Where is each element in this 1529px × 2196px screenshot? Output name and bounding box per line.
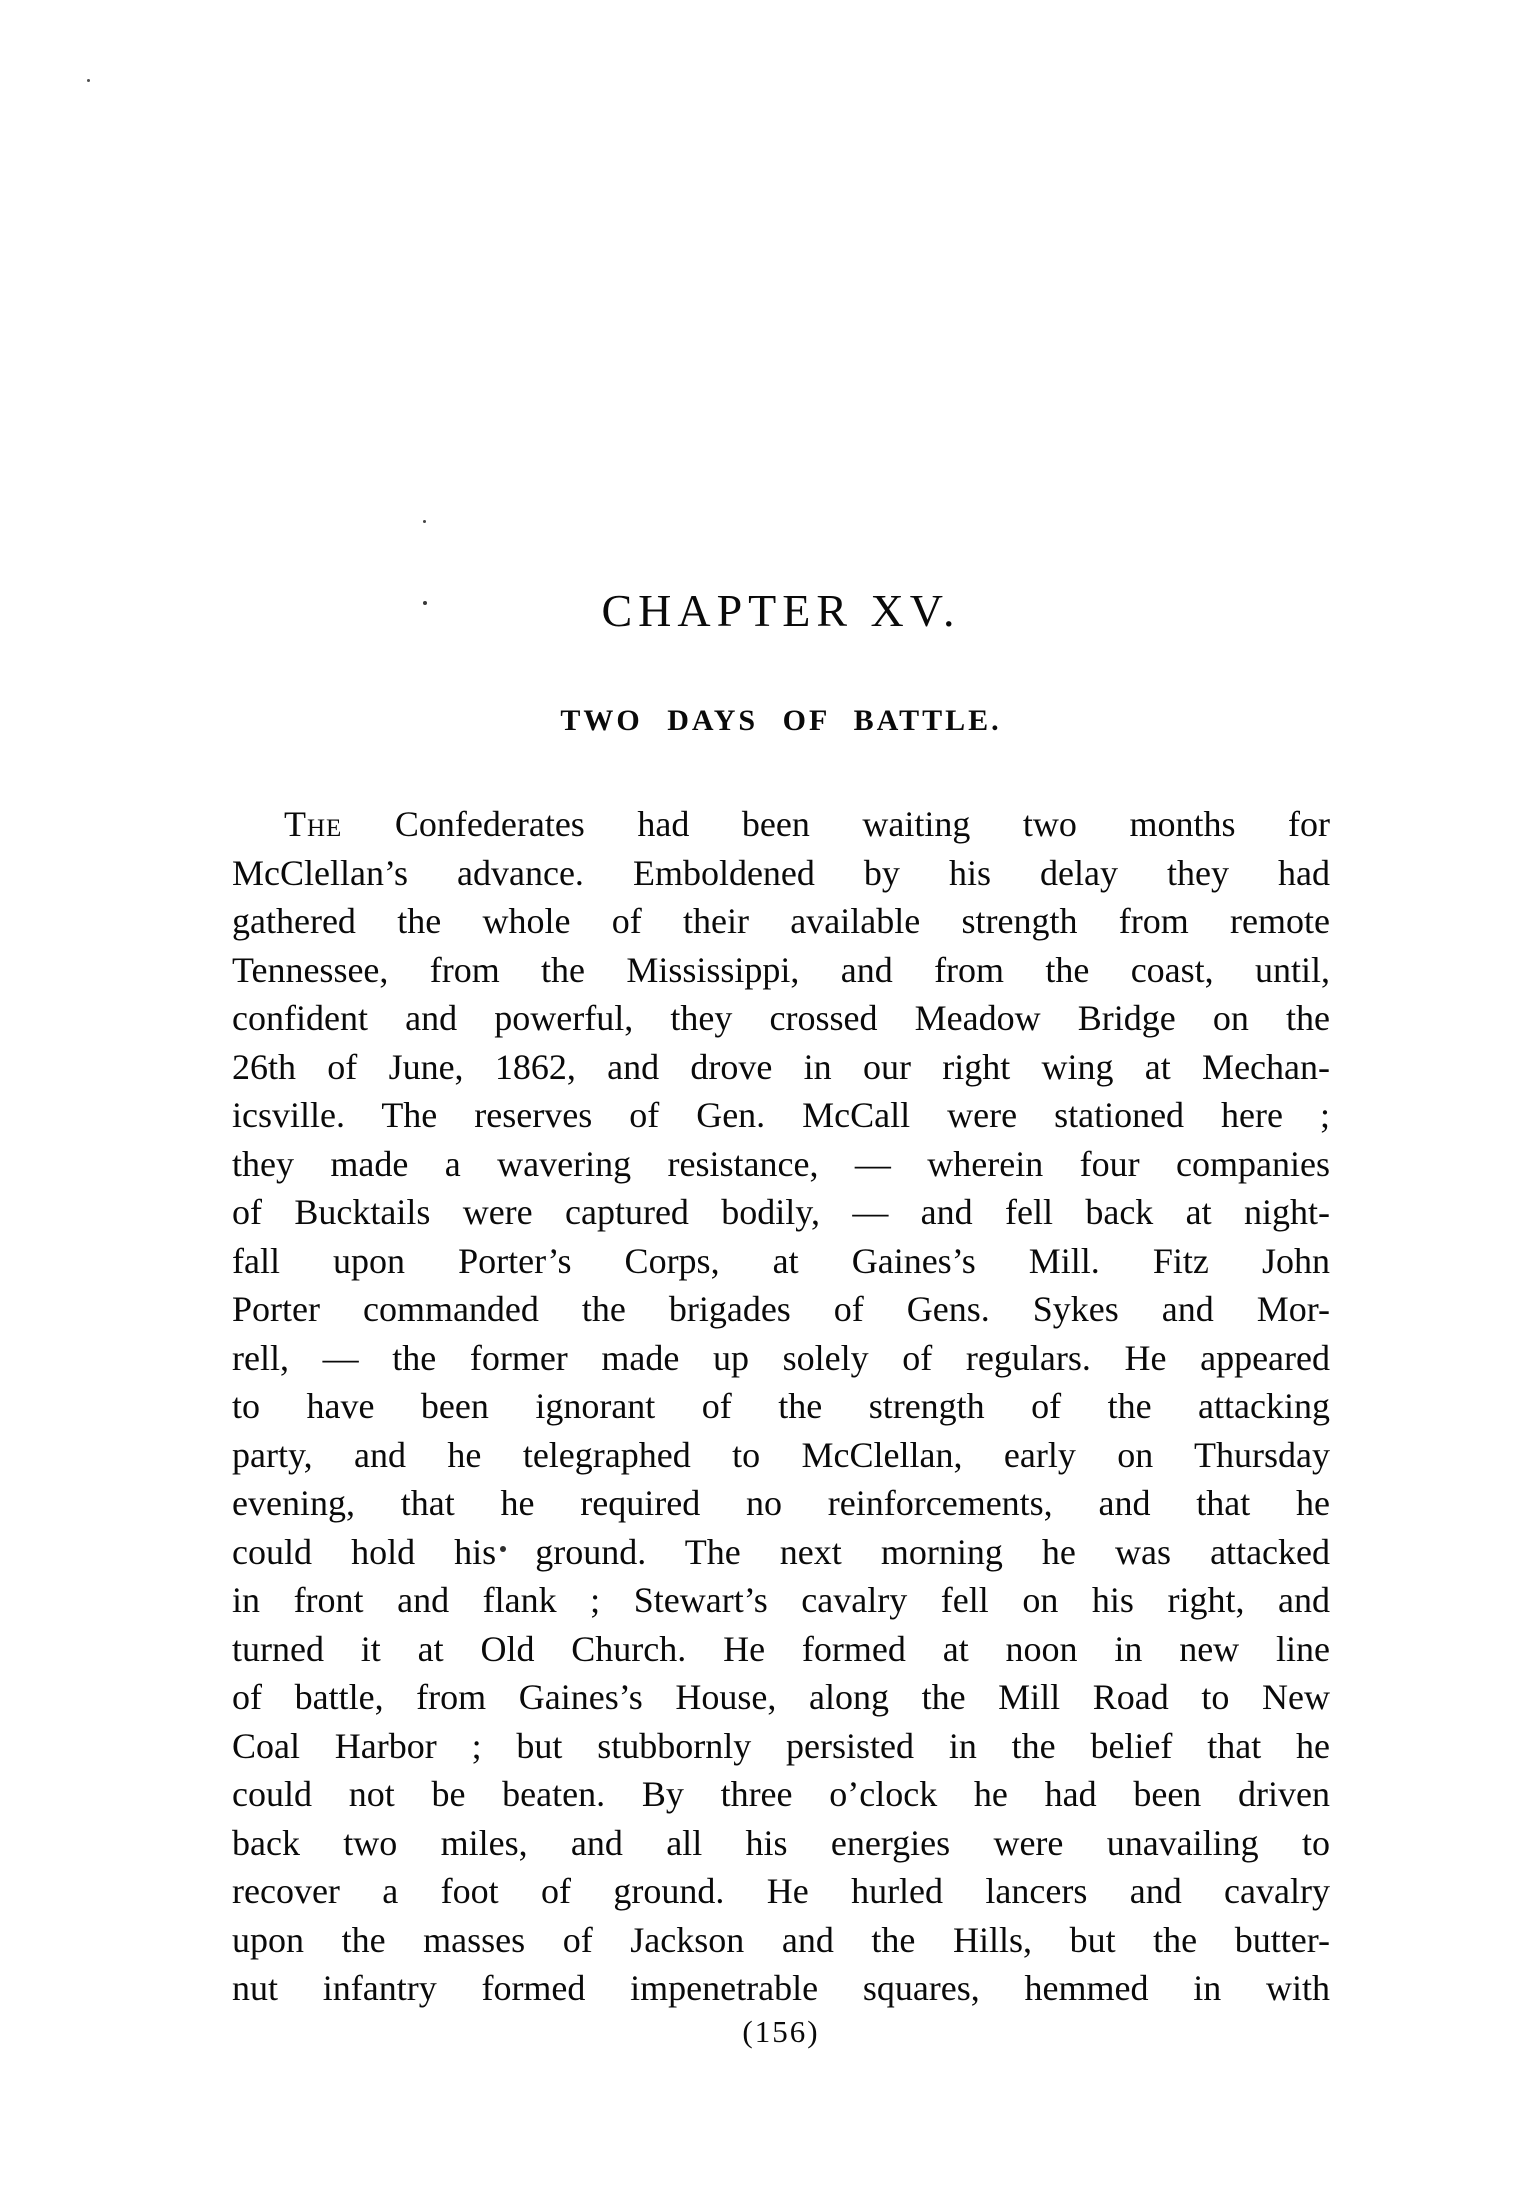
text-line: to have been ignorant of the strength of the attacking xyxy=(232,1386,1330,1426)
text-line: McClellan’s advance. Emboldened by his delay they had xyxy=(232,852,1330,893)
page-number: (156) xyxy=(742,2014,820,2049)
text-line: party, and he telegraphed to McClellan, early on Thursday xyxy=(232,1434,1330,1475)
text-line: gathered the whole of their available strength from remote xyxy=(232,901,1330,941)
text-line: nut infantry formed impenetrable squares, hemmed in with xyxy=(232,1968,1330,2008)
text-line: Tennessee, from the Mississippi, and from the coast, until, xyxy=(232,949,1330,990)
text-line: icsville. The reserves of Gen. McCall were stationed here ; xyxy=(232,1095,1330,1135)
text-line: in front and flank ; Stewart’s cavalry fell on his right, and xyxy=(232,1580,1330,1620)
text-line: evening, that he required no reinforcements, and that he xyxy=(232,1483,1330,1523)
text-line-rest: Confederates had been waiting two months for xyxy=(394,804,1331,844)
text-line: fall upon Porter’s Corps, at Gaines’s Mill. Fitz John xyxy=(232,1240,1330,1281)
scan-speck xyxy=(87,79,90,82)
text-line: upon the masses of Jackson and the Hills, but the butter- xyxy=(232,1919,1330,1960)
text-line: Coal Harbor ; but stubbornly persisted in the belief that he xyxy=(232,1725,1330,1766)
text-line: could not be beaten. By three o’clock he had been driven xyxy=(232,1774,1330,1814)
section-subtitle: TWO DAYS OF BATTLE. xyxy=(560,704,1002,737)
text-line: turned it at Old Church. He formed at noon in new line xyxy=(232,1628,1330,1669)
text-line: Porter commanded the brigades of Gens. Sykes and Mor- xyxy=(232,1289,1330,1329)
text-line: recover a foot of ground. He hurled lancers and cavalry xyxy=(232,1871,1330,1911)
text-line: they made a wavering resistance, — wherein four companies xyxy=(232,1143,1330,1184)
chapter-heading: CHAPTER XV. xyxy=(601,585,961,636)
text-line: of battle, from Gaines’s House, along the Mill Road to New xyxy=(232,1677,1330,1717)
lead-word: The xyxy=(284,804,343,844)
scan-speck xyxy=(423,520,426,523)
text-line: could hold his ground. The next morning he was attacked xyxy=(232,1531,1330,1572)
text-line: rell, — the former made up solely of regulars. He appeared xyxy=(232,1337,1330,1378)
text-line: 26th of June, 1862, and drove in our right wing at Mechan- xyxy=(232,1046,1330,1087)
text-line: confident and powerful, they crossed Meadow Bridge on the xyxy=(232,998,1330,1038)
text-line xyxy=(232,800,1330,849)
text-line: of Bucktails were captured bodily, — and fell back at night- xyxy=(232,1192,1330,1232)
text-line: back two miles, and all his energies were unavailing to xyxy=(232,1822,1330,1863)
body-paragraph xyxy=(232,800,1330,2013)
